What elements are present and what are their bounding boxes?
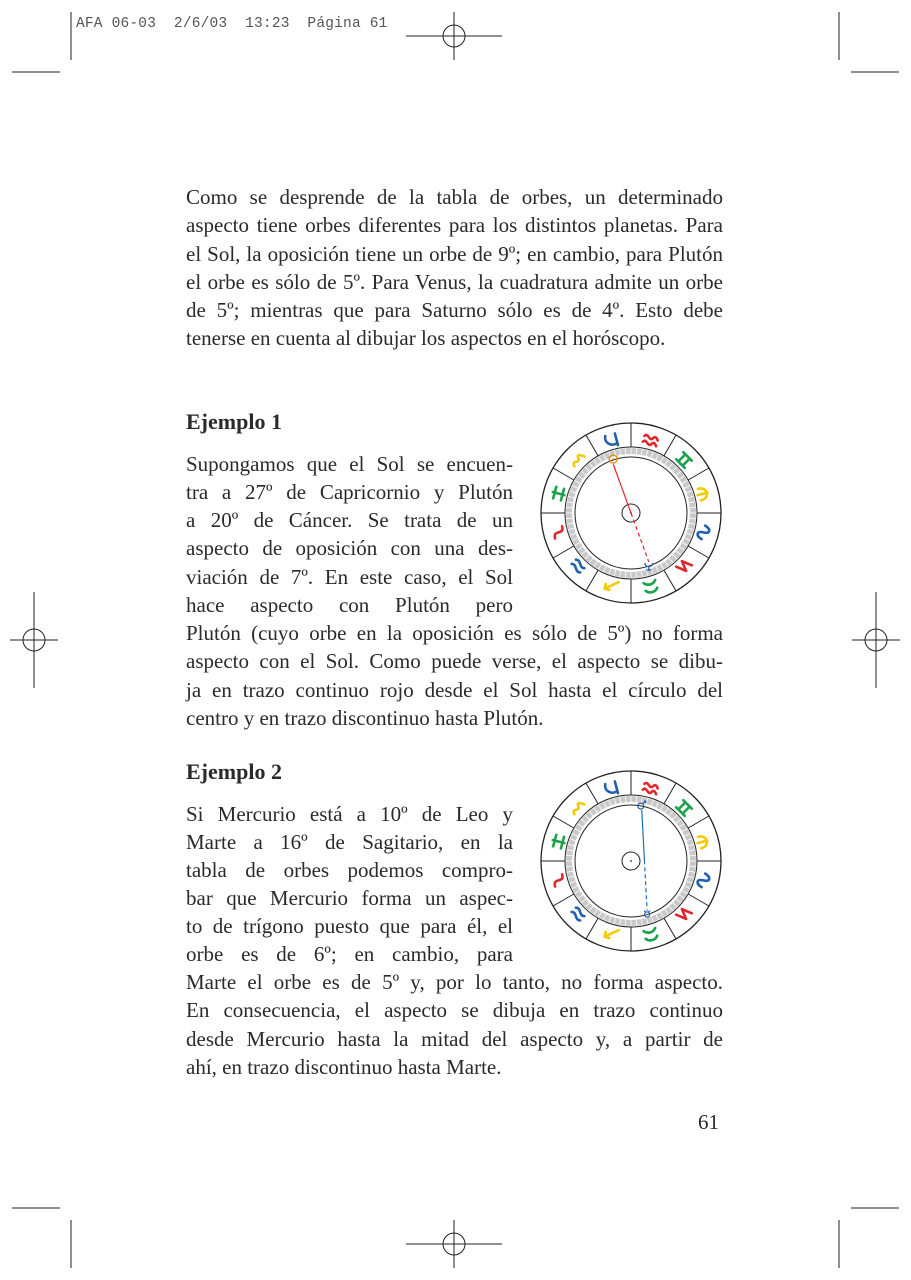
text-line: orbe es de 6º; en cambio, para xyxy=(186,942,513,966)
registration-mark-top xyxy=(406,12,502,60)
text-line: aspecto de oposición con una des- xyxy=(186,536,513,560)
text-line: Supongamos que el Sol se encuen- xyxy=(186,452,513,476)
text-line: En consecuencia, el aspecto se dibuja en trazo continuo xyxy=(186,998,723,1022)
text-line: tra a 27º de Capricornio y Plutón xyxy=(186,480,513,504)
text-line: Plutón (cuyo orbe en la oposición es sólo de 5º) no forma xyxy=(186,621,723,645)
text-line: Si Mercurio está a 10º de Leo y xyxy=(186,802,513,826)
text-line: a 20º de Cáncer. Se trata de un xyxy=(186,508,513,532)
text-line: Marte a 16º de Sagitario, en la xyxy=(186,830,513,854)
registration-mark-bottom xyxy=(406,1220,502,1268)
text-line: hace aspecto con Plutón pero xyxy=(186,593,513,617)
horoscope-wheel-1 xyxy=(540,422,722,604)
registration-mark-right xyxy=(852,592,900,688)
intro-paragraph: Como se desprende de la tabla de orbes, un determinado aspecto tiene orbes diferentes para los distintos planetas. Para el Sol, la oposición tiene un orbe de 9º; en cambio, para Plutón el orbe es sólo de 5º. Para Venus, la cuadratura admite un orbe de 5º; mientras que para Saturno sólo es de 4º. Esto debe tenerse en cuenta al dibujar los aspectos en el horóscopo. xyxy=(186,185,723,351)
text-line: bar que Mercurio forma un aspec- xyxy=(186,886,513,910)
text-line: desde Mercurio hasta la mitad del aspecto y, a partir de xyxy=(186,1027,723,1051)
text-line: centro y en trazo discontinuo hasta Plutón. xyxy=(186,706,544,730)
text-line: to de trígono puesto que para él, el xyxy=(186,914,513,938)
horoscope-wheel-2 xyxy=(540,770,722,952)
registration-mark-left xyxy=(10,592,58,688)
page-number: 61 xyxy=(698,1110,719,1134)
text-line: aspecto con el Sol. Como puede verse, el aspecto se dibu- xyxy=(186,649,723,673)
text-line: viación de 7º. En este caso, el Sol xyxy=(186,565,513,589)
print-slug: AFA 06-03 2/6/03 13:23 Página 61 xyxy=(76,16,388,32)
text-line: tabla de orbes podemos compro- xyxy=(186,858,513,882)
text-line: ja en trazo continuo rojo desde el Sol hasta el círculo del xyxy=(186,678,723,702)
example-1-heading: Ejemplo 1 xyxy=(186,409,282,434)
text-line: Marte el orbe es de 5º y, por lo tanto, no forma aspecto. xyxy=(186,970,723,994)
example-2-heading: Ejemplo 2 xyxy=(186,759,282,784)
text-line: ahí, en trazo discontinuo hasta Marte. xyxy=(186,1055,502,1079)
